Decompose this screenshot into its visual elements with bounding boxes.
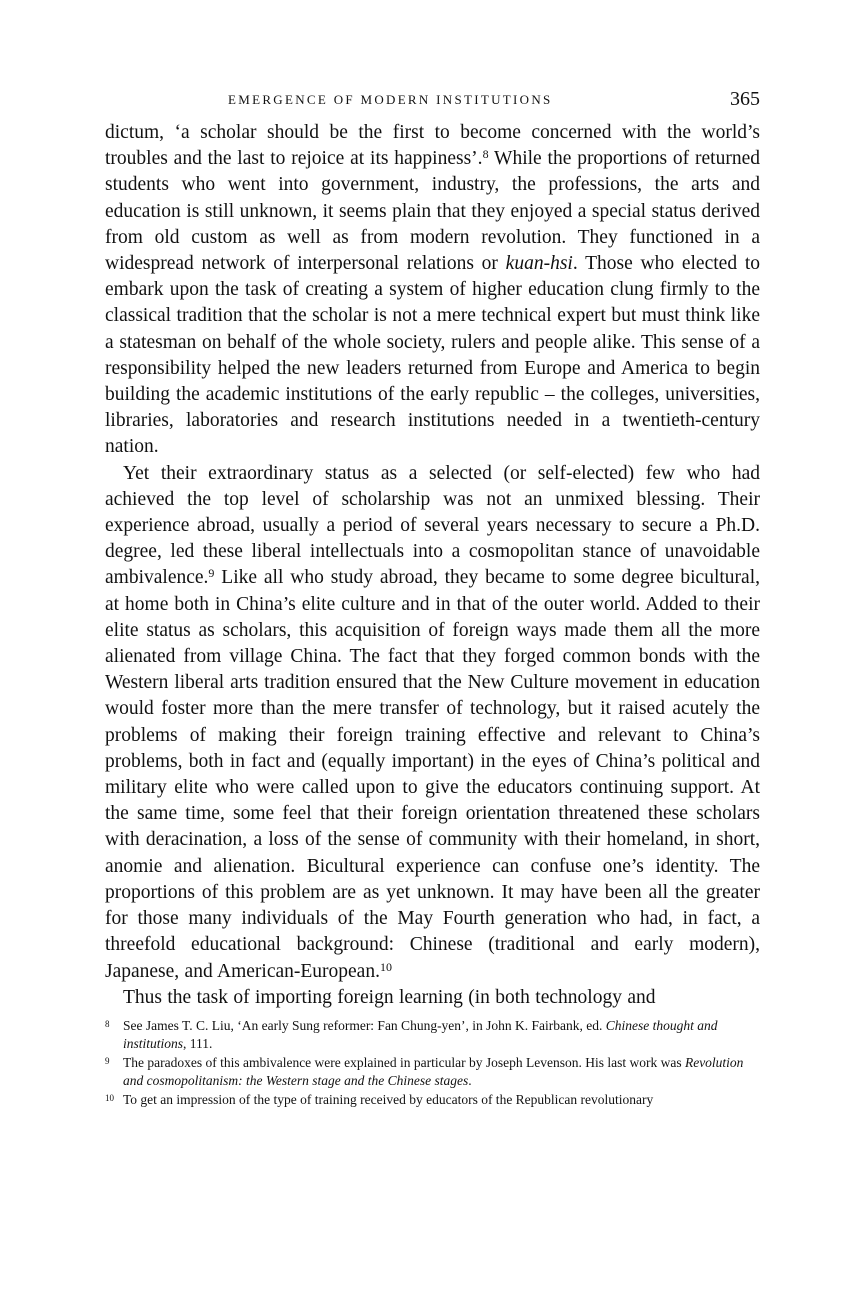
paragraph-2 xyxy=(105,461,760,985)
footnote-ref-10: 10 xyxy=(379,959,392,974)
text-run: . Those who elected to embark upon the task of creating a system of higher education clung firmly to the classical tradition that the scholar is not a mere technical expert but must think like a statesman on behalf of the whole society, rulers and people alike. This sense of a responsibility helped the new leaders returned from Europe and America to begin building the academic institutions of the early republic – the colleges, universities, libraries, laboratories and research institutions needed in a twentieth-century nation. xyxy=(105,253,760,458)
page-header xyxy=(105,90,760,120)
footnote-text: To get an impression of the type of training received by educators of the Republican revolutionary xyxy=(123,1091,654,1107)
footnotes xyxy=(105,1017,760,1109)
page-number: 365 xyxy=(730,88,760,110)
paragraph-3 xyxy=(105,985,760,1011)
footnote-8 xyxy=(105,1017,760,1053)
footnote-ref-9: 9 xyxy=(208,566,215,581)
footnote-9 xyxy=(105,1054,760,1090)
running-title: EMERGENCE OF MODERN INSTITUTIONS xyxy=(228,92,553,107)
footnote-mark: 8 xyxy=(105,1018,110,1029)
book-title: Chinese thought and institutions xyxy=(123,1017,718,1051)
text-run: While the proportions of returned students who went into government, industry, the professions, the arts and education is still unknown, it seems plain that they enjoyed a special status derived from old custom as well as from modern revolution. They functioned in a widespread network of interpersonal relations or xyxy=(105,148,760,275)
body-text xyxy=(105,120,760,1011)
footnote-text: . xyxy=(468,1072,472,1088)
footnote-mark: 10 xyxy=(105,1092,114,1103)
footnote-ref-8: 8 xyxy=(482,147,489,162)
text-run: Thus the task of importing foreign learning (in both technology and xyxy=(123,986,656,1008)
book-title: Revolution and cosmopolitanism: the Western stage and the Chinese stages xyxy=(123,1054,744,1088)
paragraph-1 xyxy=(105,120,760,461)
italic-term: kuan-hsi xyxy=(505,253,573,275)
footnote-text: , 111. xyxy=(183,1035,213,1051)
text-run: Yet their extraordinary status as a selected (or self-elected) few who had achieved the top level of scholarship was not an unmixed blessing. Their experience abroad, usually a period of several years necessary to secure a Ph.D. degree, led these liberal intellectuals into a cosmopolitan stance of unavoidable ambivalence. xyxy=(105,462,760,589)
footnote-10 xyxy=(105,1091,760,1109)
footnote-text: See James T. C. Liu, ‘An early Sung reformer: Fan Chung-yen’, in John K. Fairbank, ed. xyxy=(123,1017,606,1033)
footnote-text: The paradoxes of this ambivalence were explained in particular by Joseph Levenson. His last work was xyxy=(123,1054,685,1070)
footnote-mark: 9 xyxy=(105,1055,110,1066)
book-page xyxy=(105,90,760,1110)
text-run: dictum, ‘a scholar should be the first to become concerned with the world’s troubles and the last to rejoice at its happiness’. xyxy=(105,122,760,170)
text-run: Like all who study abroad, they became to some degree bicultural, at home both in China’s elite culture and in that of the outer world. Added to their elite status as scholars, this acquisition of foreign ways made them all the more alienated from village China. The fact that they forged common bonds with the Western liberal arts tradition ensured that the New Culture movement in education would foster more than the mere transfer of technology, but it raised acutely the problems of making their foreign training effective and relevant to China’s problems, both in fact and (equally important) in the eyes of China’s political and military elite who were called upon to give the educators continuing support. At the same time, some feel that their foreign orientation threatened these scholars with deracination, a loss of the sense of community with their homeland, in short, anomie and alienation. Bicultural experience can confuse one’s identity. The proportions of this problem are as yet unknown. It may have been all the greater for those many individuals of the May Fourth generation who had, in fact, a threefold educational background: Chinese (traditional and early modern), Japanese, and American-European. xyxy=(105,567,760,982)
